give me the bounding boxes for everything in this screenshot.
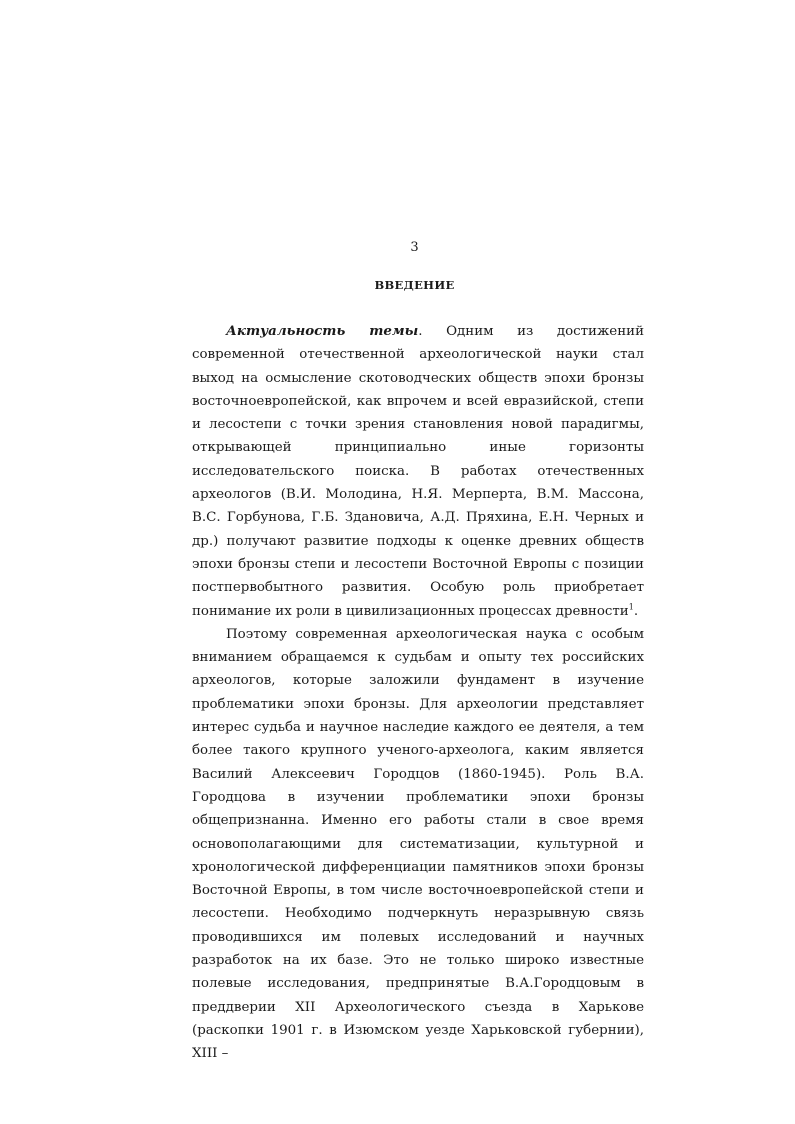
paragraph-text: . Одним из достижений современной отечественной археологической науки стал выход на осмысление скотоводческих обществ эпохи бронзы восточноевропейской, как впрочем и всей евразийской, степи и лесостепи с точки зрения становления новой парадигмы, открывающей принципиально иные горизонты исследовательского поиска. В работах отечественных археологов (В.И. Молодина, Н.Я. Мерперта, В.М. Массона, В.С. Горбунова, Г.Б. Здановича, А.Д. Пряхина, Е.Н. Черных и др.) получают развитие подходы к оценке древних обществ эпохи бронзы степи и лесостепи Восточной Европы с позиции постпервобытного развития. Особую роль приобретает понимание их роли в цивилизационных процессах древности <box>192 324 645 619</box>
footnote-mark: 1 <box>628 602 634 612</box>
page-number: 3 <box>410 240 419 255</box>
paragraph-gorodtsov: Поэтому современная археологическая наука с особым вниманием обращаемся к судьбам и опыту тех российских археологов, которые заложили фундамент в изучение проблематики эпохи бронзы. Для археологии представляет интерес судьба и научное наследие каждого ее деятеля, а тем более такого крупного ученого-археолога, каким является Василий Алексеевич Городцов (1860-1945). Роль В.А. Городцова в изучении проблематики эпохи бронзы общепризнанна. Именно его работы стали в свое время основополагающими для систематизации, культурной и хронологической дифференциации памятников эпохи бронзы Восточной Европы, в том числе восточноевропейской степи и лесостепи. Необходимо подчеркнуть неразрывную связь проводившихся им полевых исследований и научных разработок на их базе. Это не только широко известные полевые исследования, предпринятые В.А.Городцовым в преддверии XII Археологического съезда в Харькове (раскопки 1901 г. в Изюмском уезде Харьковской губернии), XIII – <box>192 626 644 1062</box>
body-text <box>192 320 644 1066</box>
lead-in-phrase: Актуальность темы <box>226 323 419 339</box>
sentence-end: . <box>633 603 639 619</box>
paragraph-relevance <box>192 320 644 623</box>
section-heading: ВВЕДЕНИЕ <box>374 278 455 292</box>
